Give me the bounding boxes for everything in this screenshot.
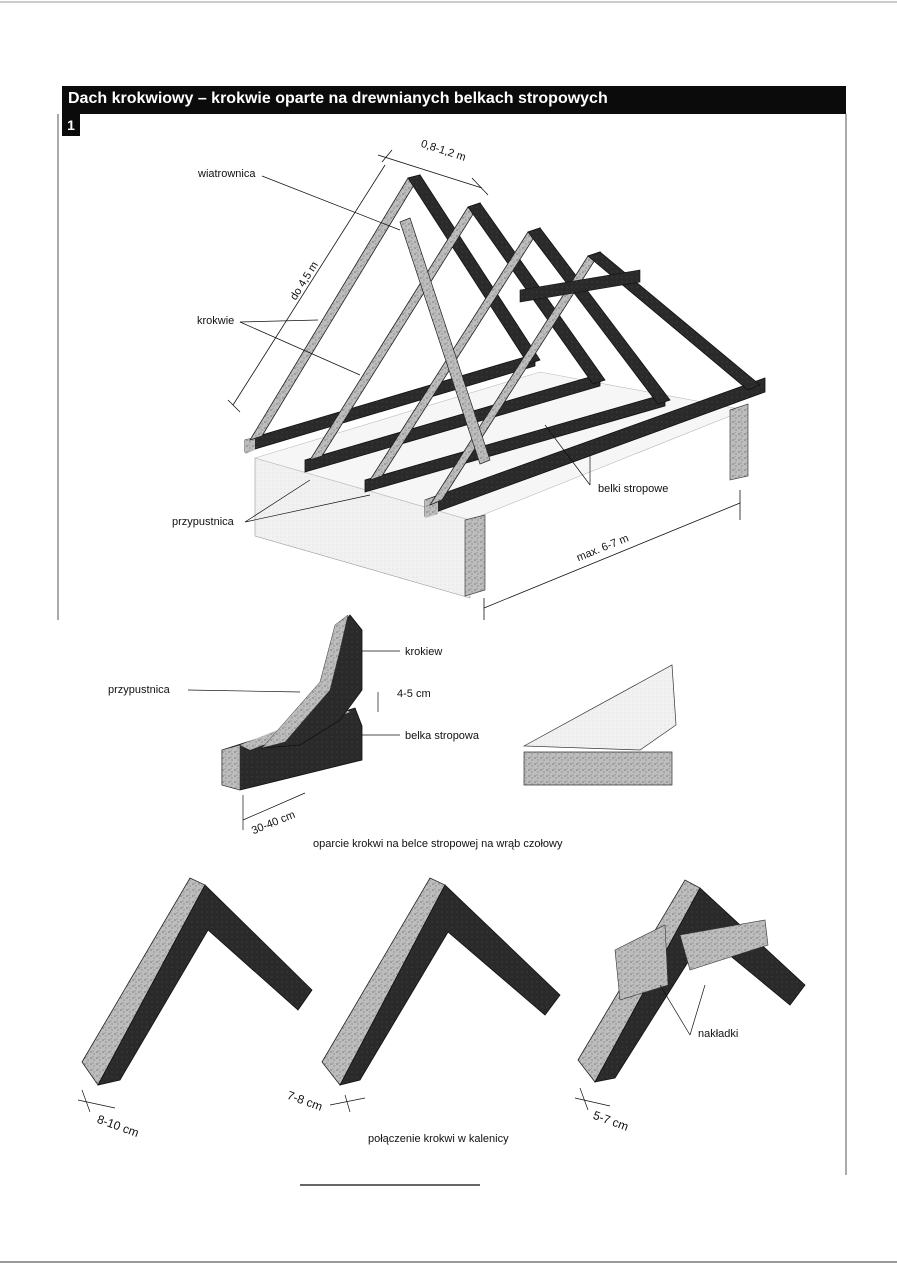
label-przypustnica-main: przypustnica	[172, 516, 234, 528]
label-nakladki: nakładki	[698, 1028, 739, 1040]
dim-joint-length: 30-40 cm	[250, 808, 298, 838]
ridge-connection-left	[82, 878, 312, 1085]
wall-end-right	[730, 404, 748, 480]
dim-rafter-spacing: 0,8-1,2 m	[419, 138, 468, 164]
joint-small-beam	[524, 752, 672, 785]
wall-end-left	[465, 515, 485, 596]
label-wiatrownica: wiatrownica	[198, 168, 256, 180]
main-roof-figure	[228, 150, 765, 620]
dim-ridge-right: 5-7 cm	[591, 1108, 631, 1134]
label-krokwie: krokwie	[197, 315, 235, 327]
dim-ridge-middle: 7-8 cm	[285, 1088, 325, 1114]
label-belka-stropowa: belka stropowa	[405, 730, 479, 742]
caption-joint: oparcie krokwi na belce stropowej na wrąb czołowy	[313, 838, 563, 850]
dim-span: max. 6-7 m	[575, 532, 631, 565]
caption-ridge: połączenie krokwi w kalenicy	[368, 1133, 509, 1145]
joint-small-rafter	[524, 665, 676, 750]
dim-notch-depth: 4-5 cm	[397, 688, 431, 700]
section-title: Dach krokwiowy – krokwie oparte na drewnianych belkach stropowych	[68, 90, 608, 107]
label-przypustnica-joint: przypustnica	[108, 684, 170, 696]
ridge-connection-middle	[322, 878, 560, 1085]
dim-ridge-left: 8-10 cm	[95, 1112, 141, 1140]
dim-rafter-length: do 4,5 m	[288, 259, 321, 303]
label-belki-stropowe: belki stropowe	[598, 483, 669, 495]
label-krokiew: krokiew	[405, 646, 443, 658]
ridge-connection-right	[578, 880, 805, 1082]
section-number-badge: 1	[62, 114, 80, 136]
